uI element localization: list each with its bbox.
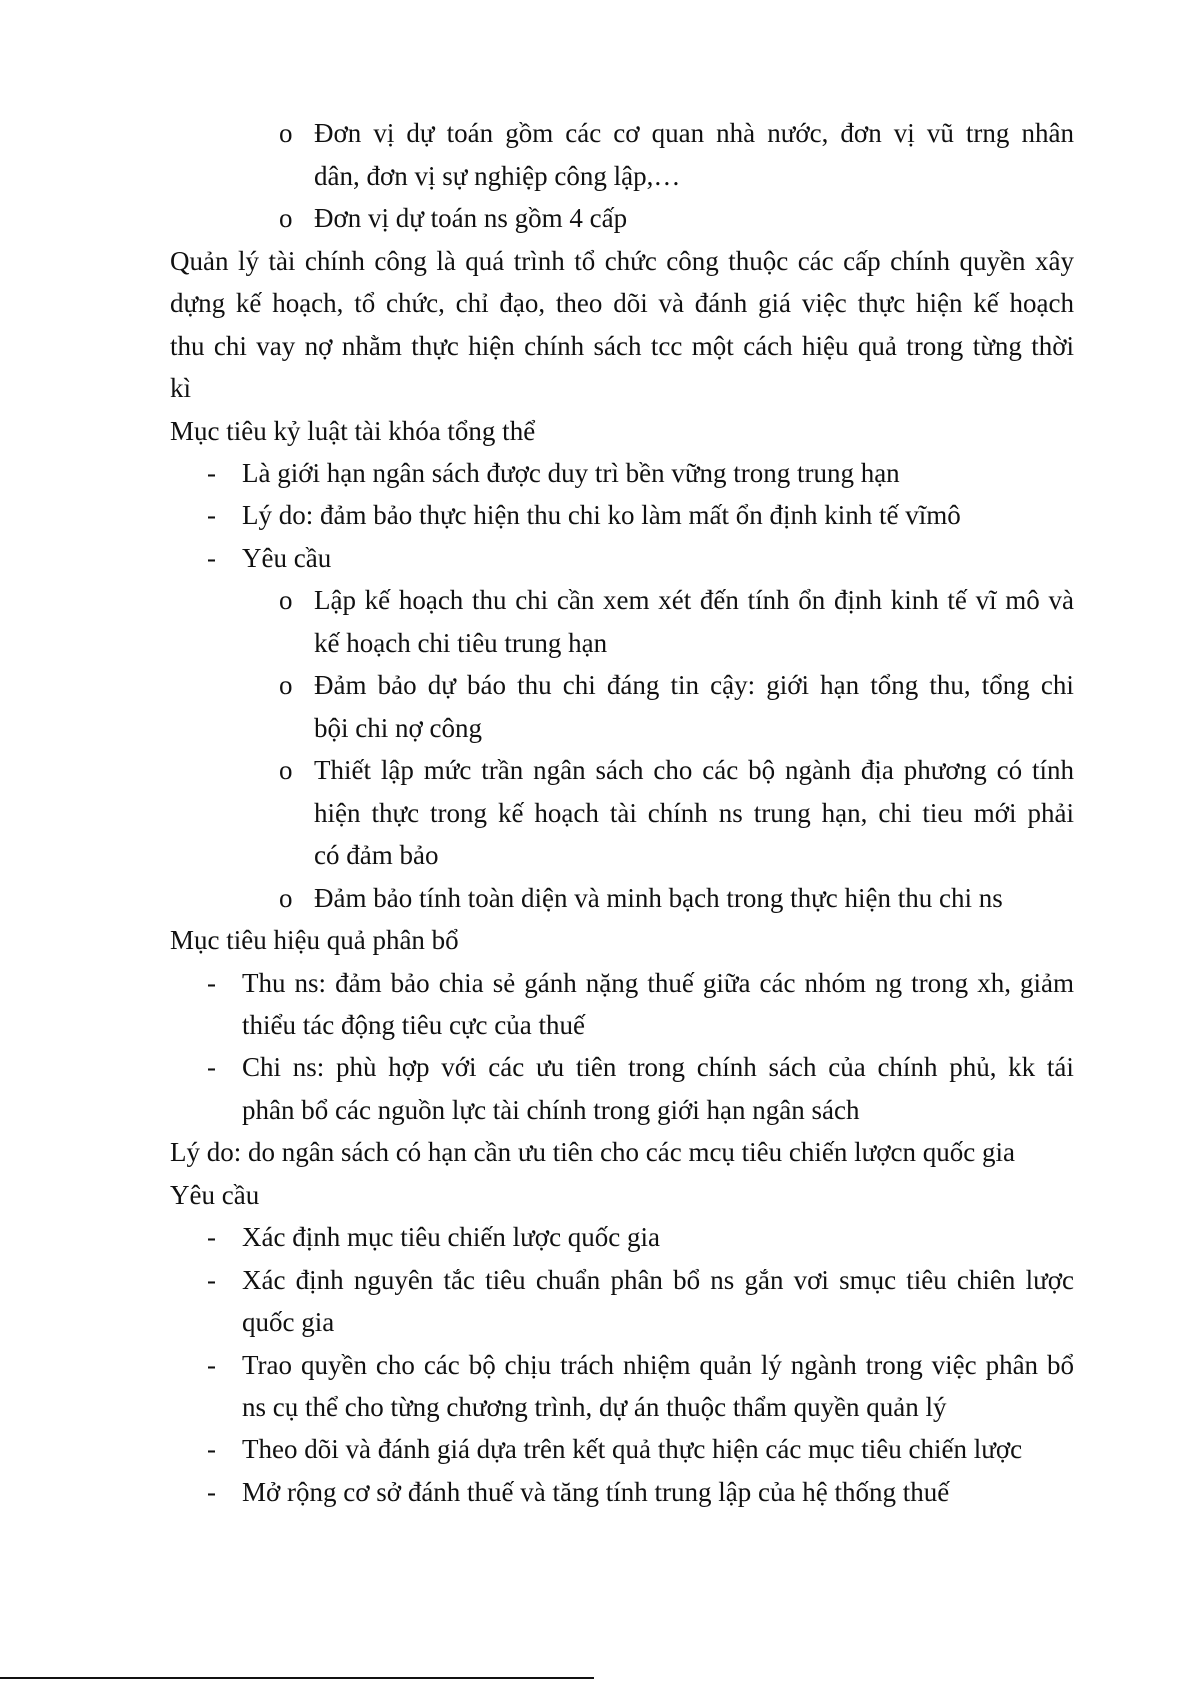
text-line: Thiết lập mức trần ngân sách cho các bộ ngành địa phương có tính [314, 755, 1074, 785]
text-line: Chi ns: phù hợp với các ưu tiên trong chính sách của chính phủ, kk tái [242, 1052, 1074, 1082]
circle-bullet: o [279, 670, 293, 700]
text-line: Đơn vị dự toán ns gồm 4 cấp [314, 203, 628, 233]
text-line: Đảm bảo dự báo thu chi đáng tin cậy: giới hạn tổng thu, tổng chi [314, 670, 1074, 700]
text-line: Thu ns: đảm bảo chia sẻ gánh nặng thuế giữa các nhóm ng trong xh, giảm [242, 968, 1074, 998]
text-line: Mở rộng cơ sở đánh thuế và tăng tính trung lập của hệ thống thuế [242, 1477, 950, 1507]
text-line: kế hoạch chi tiêu trung hạn [314, 628, 608, 658]
section-heading: Mục tiêu kỷ luật tài khóa tổng thể [170, 416, 536, 446]
text-line: Đảm bảo tính toàn diện và minh bạch trong thực hiện thu chi ns [314, 883, 1003, 913]
circle-bullet: o [279, 203, 293, 233]
text-line: Theo dõi và đánh giá dựa trên kết quả thực hiện các mục tiêu chiến lược [242, 1434, 1023, 1464]
section-heading: Mục tiêu hiệu quả phân bổ [170, 925, 459, 955]
text-line: Yêu cầu [242, 543, 332, 573]
dash-bullet: - [207, 500, 216, 530]
text-line: Quản lý tài chính công là quá trình tổ chức công thuộc các cấp chính quyền xây [170, 246, 1074, 276]
footnote-separator [0, 1677, 594, 1679]
text-line: dân, đơn vị sự nghiệp công lập,… [314, 161, 681, 191]
dash-bullet: - [207, 458, 216, 488]
text-line: dựng kế hoạch, tổ chức, chỉ đạo, theo dõi và đánh giá việc thực hiện kế hoạch [170, 288, 1074, 318]
dash-bullet: - [207, 543, 216, 573]
circle-bullet: o [279, 118, 293, 148]
text-line: bội chi nợ công [314, 713, 482, 743]
dash-bullet: - [207, 1477, 216, 1507]
dash-bullet: - [207, 1350, 216, 1380]
text-line: phân bổ các nguồn lực tài chính trong giới hạn ngân sách [242, 1095, 860, 1125]
text-line: Xác định nguyên tắc tiêu chuẩn phân bổ ns gắn vơi smục tiêu chiên lược [242, 1265, 1074, 1295]
text-line: Trao quyền cho các bộ chịu trách nhiệm quản lý ngành trong việc phân bổ [242, 1350, 1074, 1380]
section-heading: Yêu cầu [170, 1180, 260, 1210]
text-line: Đơn vị dự toán gồm các cơ quan nhà nước, đơn vị vũ trng nhân [314, 118, 1074, 148]
text-line: ns cụ thể cho từng chương trình, dự án thuộc thẩm quyền quản lý [242, 1392, 947, 1422]
text-line: kì [170, 373, 192, 403]
dash-bullet: - [207, 1052, 216, 1082]
text-line: Lý do: do ngân sách có hạn cần ưu tiên cho các mcụ tiêu chiến lượcn quốc gia [170, 1137, 1016, 1167]
text-line: có đảm bảo [314, 840, 439, 870]
text-line: quốc gia [242, 1307, 335, 1337]
text-line: Lý do: đảm bảo thực hiện thu chi ko làm mất ổn định kinh tế vĩmô [242, 500, 961, 530]
circle-bullet: o [279, 883, 293, 913]
text-line: thiểu tác động tiêu cực của thuế [242, 1010, 585, 1040]
circle-bullet: o [279, 585, 293, 615]
dash-bullet: - [207, 1222, 216, 1252]
text-line: thu chi vay nợ nhằm thực hiện chính sách tcc một cách hiệu quả trong từng thời [170, 331, 1074, 361]
circle-bullet: o [279, 755, 293, 785]
text-line: Xác định mục tiêu chiến lược quốc gia [242, 1222, 661, 1252]
text-line: Là giới hạn ngân sách được duy trì bền vững trong trung hạn [242, 458, 900, 488]
dash-bullet: - [207, 1265, 216, 1295]
dash-bullet: - [207, 968, 216, 998]
text-line: Lập kế hoạch thu chi cần xem xét đến tính ổn định kinh tế vĩ mô và [314, 585, 1074, 615]
text-line: hiện thực trong kế hoạch tài chính ns trung hạn, chi tieu mới phải [314, 798, 1074, 828]
dash-bullet: - [207, 1434, 216, 1464]
